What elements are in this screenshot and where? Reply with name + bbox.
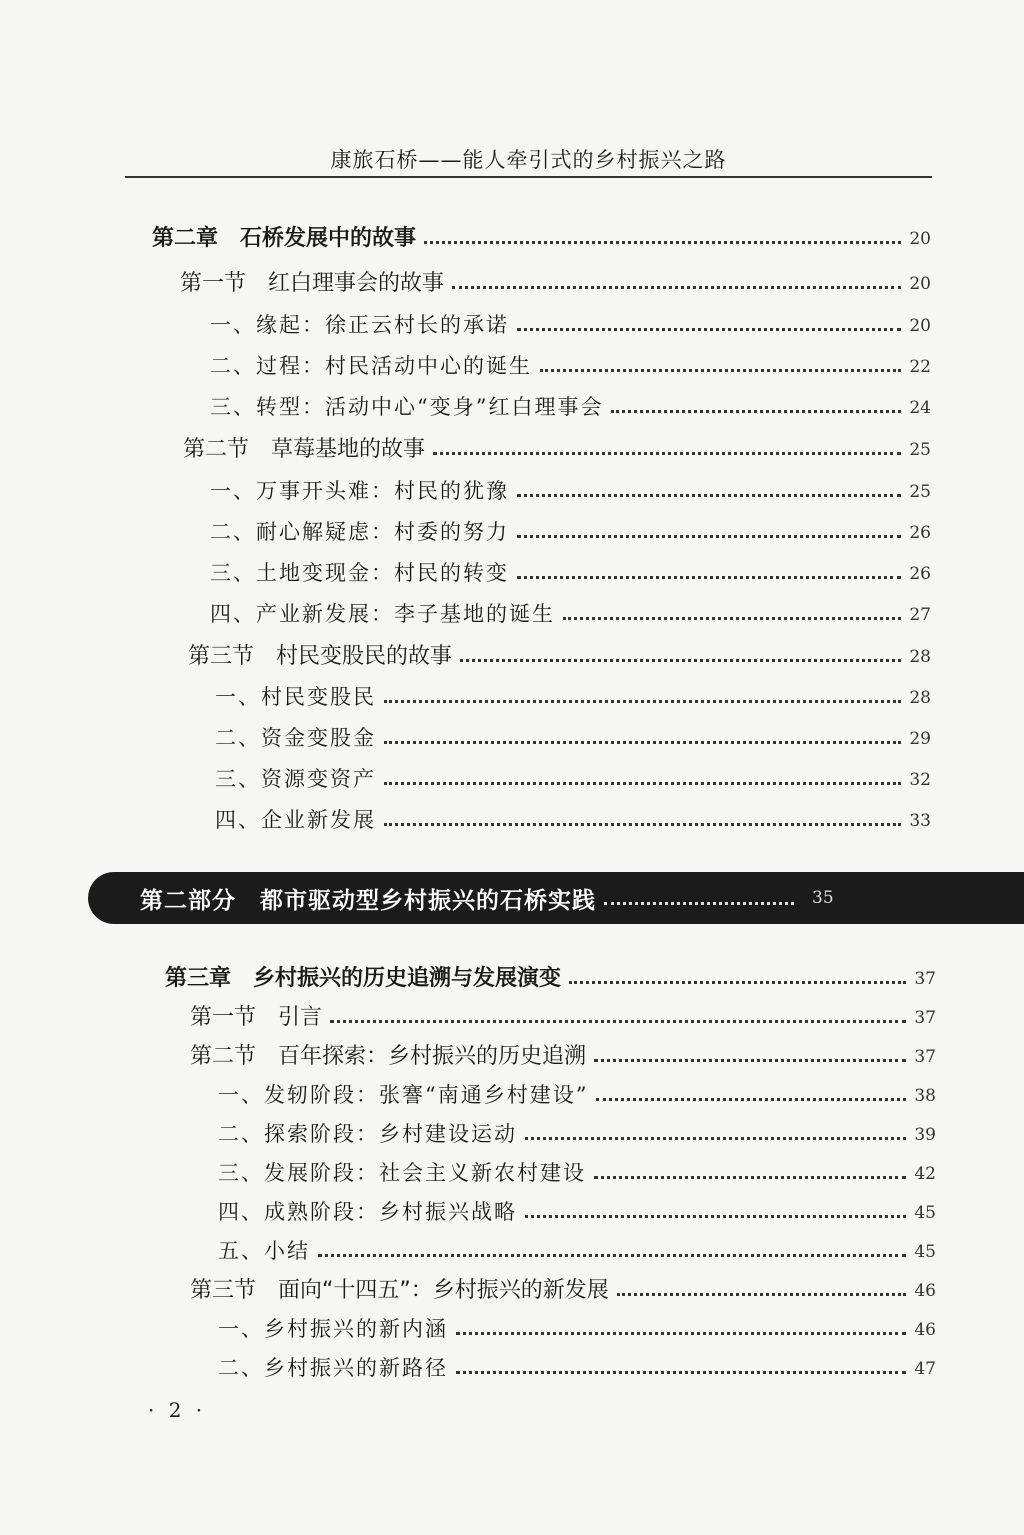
toc-page-number: 46 bbox=[914, 1320, 936, 1340]
toc-entry-title: 第一节 引言 bbox=[190, 1005, 323, 1030]
toc-page-number: 28 bbox=[909, 647, 931, 667]
toc-chapter-3[interactable] bbox=[165, 962, 936, 992]
toc-page-number: 20 bbox=[909, 229, 931, 249]
dot-leader bbox=[384, 700, 901, 703]
toc-page-number: 25 bbox=[909, 482, 931, 502]
toc-item[interactable] bbox=[218, 1118, 936, 1148]
toc-section[interactable] bbox=[190, 1001, 936, 1031]
toc-item[interactable] bbox=[218, 1196, 936, 1226]
toc-item[interactable] bbox=[215, 763, 931, 793]
toc-entry-title: 四、成熟阶段：乡村振兴战略 bbox=[218, 1200, 517, 1224]
dot-leader bbox=[384, 782, 901, 785]
toc-entry-title: 第三节 面向“十四五”：乡村振兴的新发展 bbox=[190, 1278, 609, 1303]
toc-page-number: 28 bbox=[909, 688, 931, 708]
toc-section[interactable] bbox=[183, 433, 931, 463]
toc-page-number: 24 bbox=[909, 398, 931, 418]
toc-page-number: 25 bbox=[909, 440, 931, 460]
toc-page-number: 27 bbox=[909, 605, 931, 625]
toc-item[interactable] bbox=[215, 722, 931, 752]
dot-leader bbox=[563, 617, 901, 620]
toc-item[interactable] bbox=[210, 391, 931, 421]
toc-entry-title: 第二节 草莓基地的故事 bbox=[183, 437, 426, 462]
dot-leader bbox=[424, 241, 901, 244]
toc-item[interactable] bbox=[218, 1235, 936, 1265]
toc-page-number: 47 bbox=[914, 1359, 936, 1379]
dot-leader bbox=[456, 1371, 906, 1374]
dot-leader bbox=[525, 1137, 906, 1140]
toc-entry-title: 第二节 百年探索：乡村振兴的历史追溯 bbox=[190, 1044, 587, 1069]
toc-page-number: 37 bbox=[914, 969, 936, 989]
toc-part-title: 第二部分 都市驱动型乡村振兴的石桥实践 bbox=[140, 887, 596, 914]
toc-item[interactable] bbox=[210, 557, 931, 587]
toc-page-number: 37 bbox=[914, 1047, 936, 1067]
toc-entry-title: 一、缘起：徐正云村长的承诺 bbox=[210, 313, 509, 337]
toc-item[interactable] bbox=[218, 1313, 936, 1343]
toc-item[interactable] bbox=[215, 804, 931, 834]
toc-page-number: 26 bbox=[909, 523, 931, 543]
dot-leader bbox=[604, 902, 794, 905]
toc-page-number: 29 bbox=[909, 729, 931, 749]
dot-leader bbox=[384, 823, 901, 826]
toc-entry-title: 四、产业新发展：李子基地的诞生 bbox=[210, 602, 555, 626]
toc-item[interactable] bbox=[210, 516, 931, 546]
toc-entry-title: 二、资金变股金 bbox=[215, 726, 376, 750]
toc-page-number: 38 bbox=[914, 1086, 936, 1106]
toc-page-number: 26 bbox=[909, 564, 931, 584]
toc-entry-title: 一、发轫阶段：张謇“南通乡村建设” bbox=[218, 1083, 589, 1107]
toc-section[interactable] bbox=[180, 267, 931, 297]
dot-leader bbox=[525, 1215, 906, 1218]
toc-item[interactable] bbox=[210, 475, 931, 505]
toc-item[interactable] bbox=[218, 1157, 936, 1187]
dot-leader bbox=[540, 369, 901, 372]
toc-part-2-banner[interactable] bbox=[88, 872, 1024, 924]
dot-leader bbox=[330, 1020, 906, 1023]
toc-item[interactable] bbox=[210, 309, 931, 339]
dot-leader bbox=[517, 576, 901, 579]
toc-page-number: 37 bbox=[914, 1008, 936, 1028]
toc-item[interactable] bbox=[218, 1352, 936, 1382]
toc-chapter-2[interactable] bbox=[152, 222, 931, 252]
toc-section[interactable] bbox=[190, 1040, 936, 1070]
dot-leader bbox=[596, 1098, 906, 1101]
toc-entry-title: 一、乡村振兴的新内涵 bbox=[218, 1317, 448, 1341]
dot-leader bbox=[318, 1254, 906, 1257]
toc-entry-title: 第一节 红白理事会的故事 bbox=[180, 271, 445, 296]
toc-page-number: 32 bbox=[909, 770, 931, 790]
toc-section[interactable] bbox=[188, 640, 931, 670]
toc-entry-title: 三、资源变资产 bbox=[215, 767, 376, 791]
toc-entry-title: 四、企业新发展 bbox=[215, 808, 376, 832]
running-header bbox=[125, 140, 932, 178]
toc-entry-title: 第二章 石桥发展中的故事 bbox=[152, 226, 417, 251]
toc-page-number: 45 bbox=[914, 1242, 936, 1262]
dot-leader bbox=[594, 1176, 906, 1179]
toc-page-number: 45 bbox=[914, 1203, 936, 1223]
toc-page-number: 39 bbox=[914, 1125, 936, 1145]
toc-item[interactable] bbox=[210, 598, 931, 628]
dot-leader bbox=[433, 452, 901, 455]
dot-leader bbox=[611, 410, 901, 413]
dot-leader bbox=[517, 535, 901, 538]
toc-item[interactable] bbox=[218, 1079, 936, 1109]
toc-section[interactable] bbox=[190, 1274, 936, 1304]
toc-page-number: 42 bbox=[914, 1164, 936, 1184]
book-title: 康旅石桥——能人牵引式的乡村振兴之路 bbox=[330, 148, 727, 172]
toc-page-number: 20 bbox=[909, 274, 931, 294]
dot-leader bbox=[517, 328, 901, 331]
dot-leader bbox=[617, 1293, 907, 1296]
dot-leader bbox=[384, 741, 901, 744]
toc-page-number: 33 bbox=[909, 811, 931, 831]
toc-item[interactable] bbox=[215, 681, 931, 711]
toc-entry-title: 五、小结 bbox=[218, 1239, 310, 1263]
dot-leader bbox=[456, 1332, 906, 1335]
toc-entry-title: 三、转型：活动中心“变身”红白理事会 bbox=[210, 395, 604, 419]
toc-item[interactable] bbox=[210, 350, 931, 380]
toc-entry-title: 第三节 村民变股民的故事 bbox=[188, 644, 453, 669]
dot-leader bbox=[452, 286, 901, 289]
toc-entry-title: 三、土地变现金：村民的转变 bbox=[210, 561, 509, 585]
dot-leader bbox=[594, 1059, 906, 1062]
page-number-footer: · 2 · bbox=[148, 1398, 207, 1422]
toc-entry-title: 二、耐心解疑虑：村委的努力 bbox=[210, 520, 509, 544]
toc-entry-title: 二、乡村振兴的新路径 bbox=[218, 1356, 448, 1380]
toc-entry-title: 三、发展阶段：社会主义新农村建设 bbox=[218, 1161, 586, 1185]
toc-entry-title: 一、村民变股民 bbox=[215, 685, 376, 709]
toc-entry-title: 二、探索阶段：乡村建设运动 bbox=[218, 1122, 517, 1146]
toc-page-number: 20 bbox=[909, 316, 931, 336]
toc-page-number: 22 bbox=[909, 357, 931, 377]
dot-leader bbox=[460, 659, 901, 662]
toc-entry-title: 一、万事开头难：村民的犹豫 bbox=[210, 479, 509, 503]
toc-entry-title: 第三章 乡村振兴的历史追溯与发展演变 bbox=[165, 966, 562, 991]
toc-page-number: 46 bbox=[914, 1281, 936, 1301]
dot-leader bbox=[517, 494, 901, 497]
dot-leader bbox=[569, 981, 906, 984]
toc-page-number: 35 bbox=[812, 888, 834, 908]
toc-entry-title: 二、过程：村民活动中心的诞生 bbox=[210, 354, 532, 378]
